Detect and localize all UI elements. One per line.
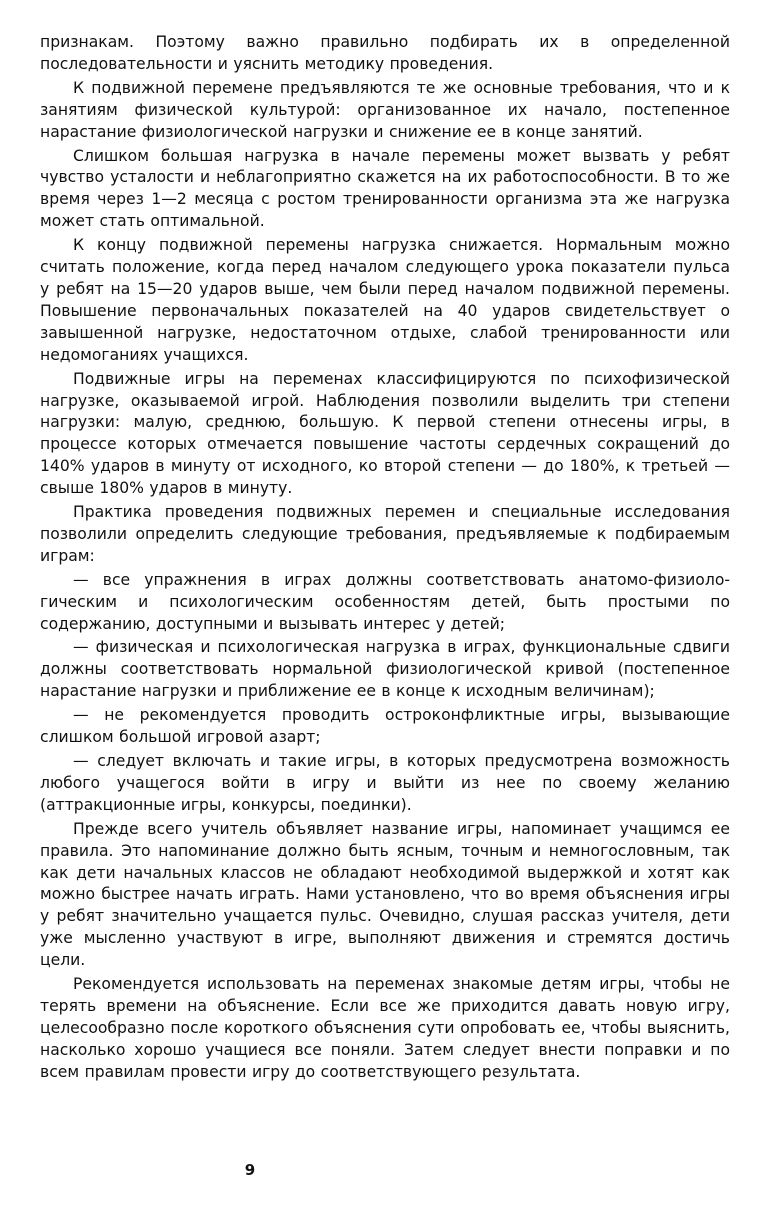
paragraph: К подвижной перемене предъявляются те же основные требования, что и к занятиям физической культурой: организованное их начало, постепенное нарастание физиологической нагрузки и снижение ее в конце занятий. [40,78,730,141]
paragraph: Практика проведения подвижных перемен и специальные исследования позволили определить следующие требования, предъявляемые к подбираемым играм: [40,503,730,565]
body-text [40,32,730,1086]
paragraph: Подвижные игры на переменах классифицируются по психофизической нагрузке, оказываемой игрой. Наблюдения позволили выделить три степени нагрузки: малую, среднюю, большую. К первой степени отнесены игры, в процессе которых отмечается повышение частоты сердечных сокращений до 140% ударов в минуту от исходного, ко второй степени — до 180%, к третьей — свыше 180% ударов в минуту. [40,369,730,498]
list-item: — физическая и психологическая нагрузка в играх, функциональные сдвиги должны соответствовать нормальной физиологической кривой (постепенное нарастание нагрузки и приближение ее в конце к исходным величинам); [40,638,730,701]
paragraph: Рекомендуется использовать на переменах знакомые детям игры, чтобы не терять времени на объяснение. Если все же приходится давать новую игру, целесообразно после короткого объяснения сути опробовать ее, чтобы выяснить, насколько хорошо учащиеся все поняли. Затем следует внести поправки и по всем правилам провести игру до соответствующего результата. [40,975,730,1081]
list-item: — не рекомендуется проводить остроконфликтные игры, вызывающие слишком большой игровой азарт; [40,706,730,747]
list-item: — следует включать и такие игры, в которых предусмотрена возможность любого учащегося войти в игру и выйти из нее по своему желанию (аттракционные игры, конкурсы, поединки). [40,752,730,814]
paragraph: К концу подвижной перемены нагрузка снижается. Нормальным можно считать положение, когда перед началом следующего урока показатели пульса у ребят на 15—20 ударов выше, чем были перед началом подвижной перемены. Повышение первоначальных показателей на 40 ударов свидетельствует о завышенной нагрузке, недостаточном отдыхе, слабой тренированности или недомоганиях учащихся. [40,236,730,364]
list-item: — все упражнения в играх должны соответствовать анатомо-физиологическим и психологическим особенностям детей, быть простыми по содержанию, доступными и вызывать интерес у детей; [40,570,730,633]
paragraph: Прежде всего учитель объявляет название игры, напоминает учащимся ее правила. Это напоминание должно быть ясным, точным и немногословным, так как дети начальных классов не обладают необходимой выдержкой и хотят как можно быстрее начать играть. Нами установлено, что во время объяснения игры у ребят значительно учащается пульс. Очевидно, слушая рассказ учителя, дети уже мысленно участвуют в игре, выполняют движения и стремятся достичь цели. [40,819,730,970]
page-number: 9 [244,1161,256,1179]
paragraph: признакам. Поэтому важно правильно подбирать их в определенной последовательности и уяснить методику проведения. [40,33,730,73]
paragraph: Слишком большая нагрузка в начале перемены может вызвать у ребят чувство усталости и неблагоприятно скажется на их работоспособности. В то же время через 1—2 месяца с ростом тренированности организма эта же нагрузка может стать оптимальной. [40,146,730,231]
